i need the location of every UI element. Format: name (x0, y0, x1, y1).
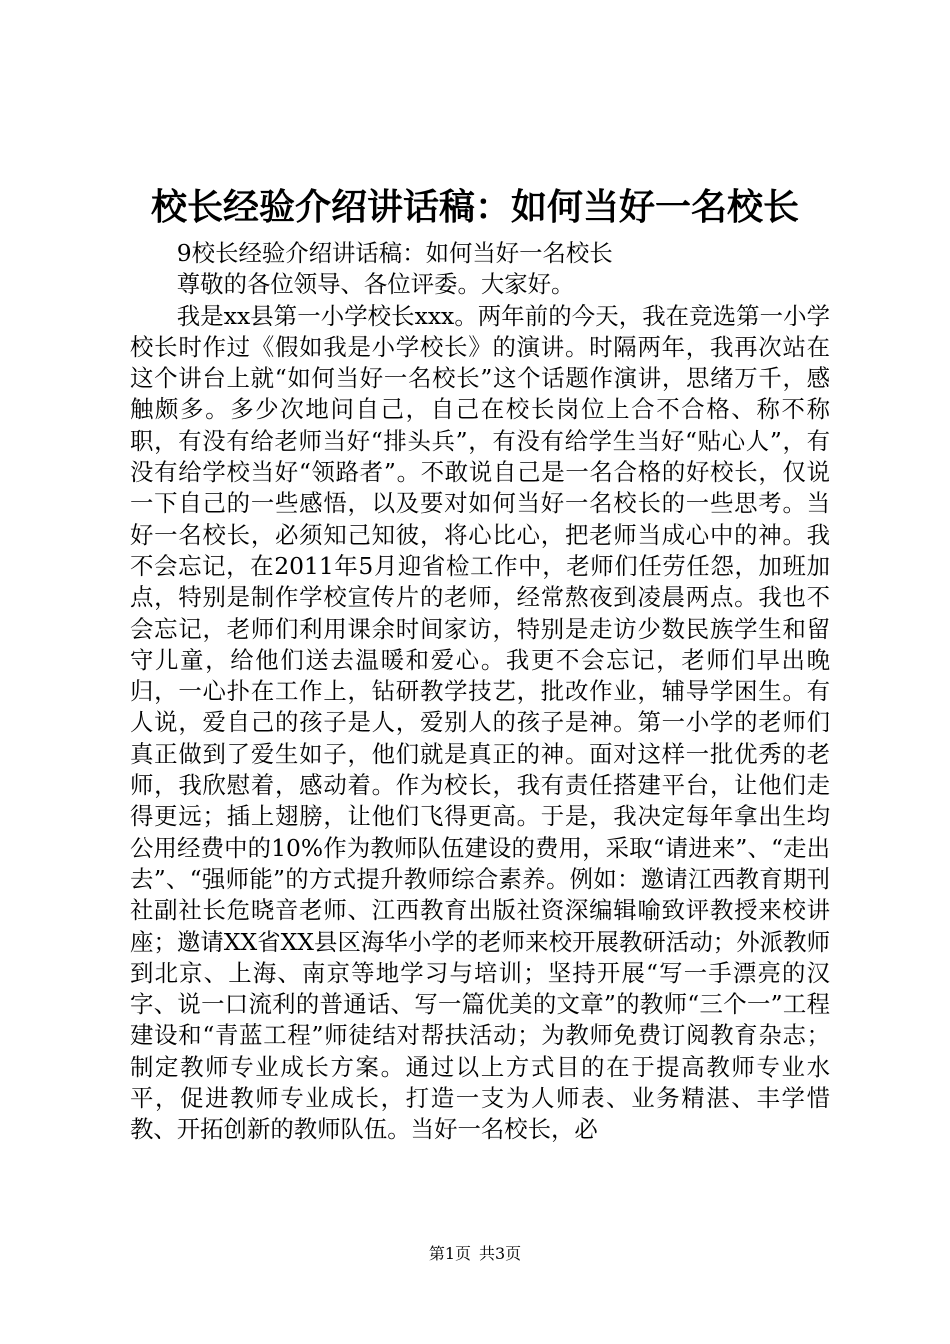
page-footer (0, 1244, 950, 1264)
paragraph-main: 我是xx县第一小学校长xxx。两年前的今天，我在竞选第一小学校长时作过《假如我是小学校长》的演讲。时隔两年，我再次站在这个讲台上就“如何当好一名校长”这个话题作演讲，思绪万千，感触颇多。多少次地问自己，自己在校长岗位上合不合格、称不称职，有没有给老师当好“排头兵”，有没有给学生当好“贴心人”，有没有给学校当好“领路者”。不敢说自己是一名合格的好校长，仅说一下自己的一些感悟，以及要对如何当好一名校长的一些思考。当好一名校长，必须知己知彼，将心比心，把老师当成心中的神。我不会忘记，在2011年5月迎省检工作中，老师们任劳任怨，加班加点，特别是制作学校宣传片的老师，经常熬夜到凌晨两点。我也不会忘记，老师们利用课余时间家访，特别是走访少数民族学生和留守儿童，给他们送去温暖和爱心。我更不会忘记，老师们早出晚归，一心扑在工作上，钻研教学技艺，批改作业，辅导学困生。有人说，爱自己的孩子是人，爱别人的孩子是神。第一小学的老师们真正做到了爱生如子，他们就是真正的神。面对这样一批优秀的老师，我欣慰着，感动着。作为校长，我有责任搭建平台，让他们走得更远；插上翅膀，让他们飞得更高。于是，我决定每年拿出生均公用经费中的10%作为教师队伍建设的费用，采取“请进来”、“走出去”、“强师能”的方式提升教师综合素养。例如：邀请江西教育期刊社副社长危晓音老师、江西教育出版社资深编辑喻致评教授来校讲座；邀请XX省XX县区海华小学的老师来校开展教研活动；外派教师到北京、上海、南京等地学习与培训；坚持开展“写一手漂亮的汉字、说一口流利的普通话、写一篇优美的文章”的教师“三个一”工程建设和“青蓝工程”师徒结对帮扶活动；为教师免费订阅教育杂志；制定教师专业成长方案。通过以上方式目的在于提高教师专业水平，促进教师专业成长，打造一支为人师表、业务精湛、丰学惜教、开拓创新的教师队伍。当好一名校长，必 (130, 301, 830, 1144)
document-title: 校长经验介绍讲话稿：如何当好一名校长 (150, 187, 799, 228)
page-total: 共3页 (479, 1244, 522, 1263)
page-number: 第1页 (428, 1244, 471, 1263)
document-body (130, 238, 830, 1146)
paragraph-subtitle: 9校长经验介绍讲话稿：如何当好一名校长 (176, 239, 613, 267)
paragraph-greeting: 尊敬的各位领导、各位评委。大家好。 (176, 270, 575, 299)
